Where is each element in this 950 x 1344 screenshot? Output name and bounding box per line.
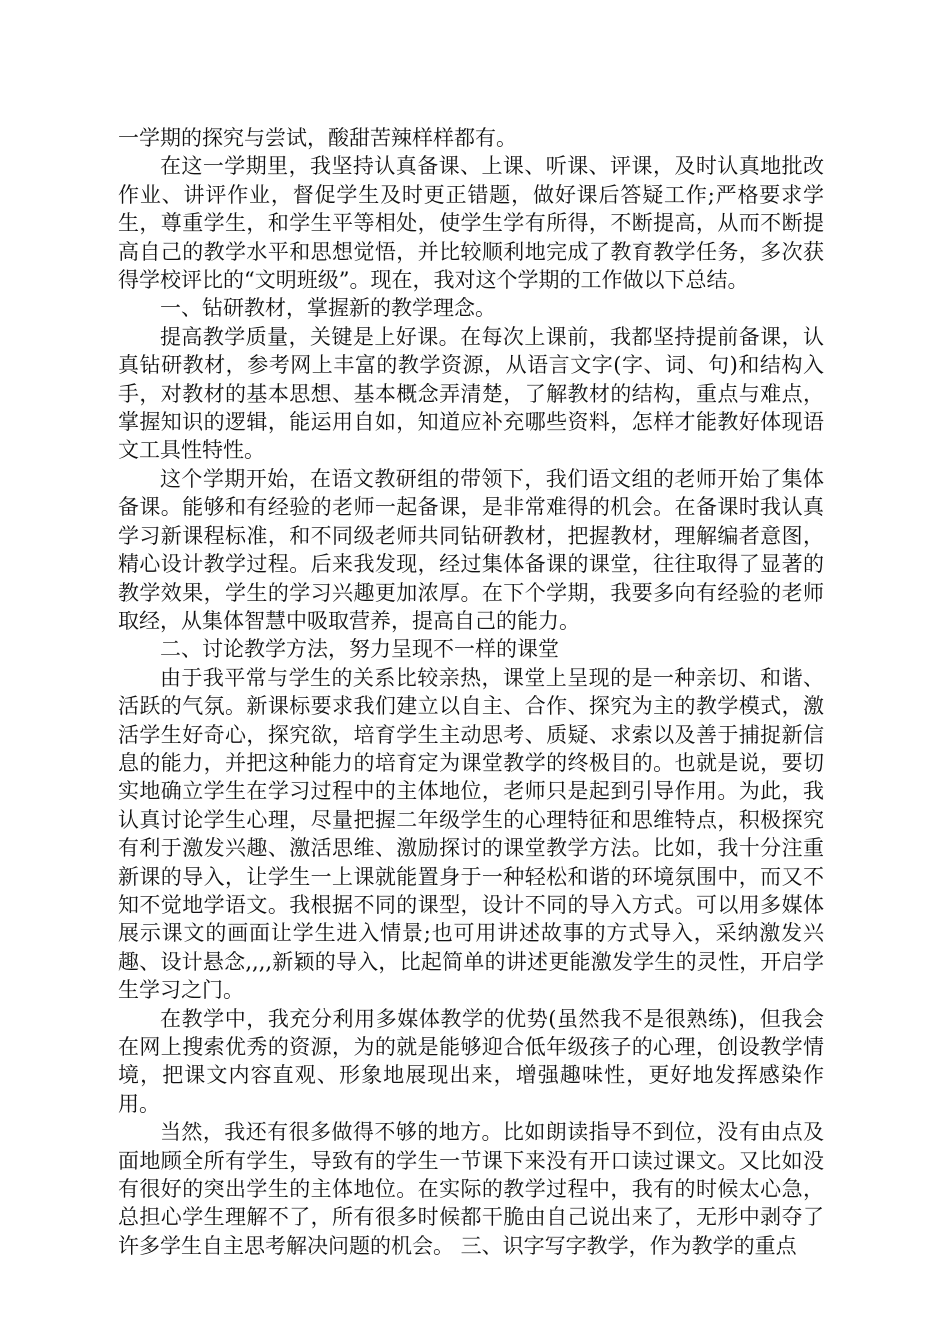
section-heading-1: 一、钻研教材，掌握新的教学理念。: [160, 296, 496, 321]
paragraph-opening: 一学期的探究与尝试，酸甜苦辣样样都有。: [118, 126, 517, 150]
paragraph-intro: 在这一学期里，我坚持认真备课、上课、听课、评课，及时认真地批改作业、讲评作业，督促学生及时更正错题，做好课后答疑工作;严格要求学生，尊重学生，和学生平等相处，使学生学有所得，不断提高，从而不断提高自己的教学水平和思想觉悟，并比较顺利地完成了教育教学任务，多次获得学校评比的“文明班级”。现在，我对这个学期的工作做以下总结。: [118, 154, 824, 293]
paragraph-collective-prep: 这个学期开始，在语文教研组的带领下，我们语文组的老师开始了集体备课。能够和有经验的老师一起备课，是非常难得的机会。在备课时我认真学习新课程标准，和不同级老师共同钻研教材，把握教材，理解编者意图，精心设计教学过程。后来我发现，经过集体备课的课堂，往往取得了显著的教学效果，学生的学习兴趣更加浓厚。在下个学期，我要多向有经验的老师取经，从集体智慧中吸取营养，提高自己的能力。: [118, 466, 824, 633]
document-body: [118, 124, 824, 1260]
paragraph-multimedia: 在教学中，我充分利用多媒体教学的优势(虽然我不是很熟练)，但我会在网上搜索优秀的资源，为的就是能够迎合低年级孩子的心理，创设教学情境，把课文内容直观、形象地展现出来，增强趣味性，更好地发挥感染作用。: [118, 1006, 824, 1116]
paragraph-lesson-prep: 提高教学质量，关键是上好课。在每次上课前，我都坚持提前备课，认真钻研教材，参考网上丰富的教学资源，从语言文字(字、词、句)和结构入手，对教材的基本思想、基本概念弄清楚，了解教材的结构，重点与难点，掌握知识的逻辑，能运用自如，知道应补充哪些资料，怎样才能教好体现语文工具性特性。: [118, 324, 824, 463]
paragraph-teaching-methods: 由于我平常与学生的关系比较亲热，课堂上呈现的是一种亲切、和谐、活跃的气氛。新课标要求我们建立以自主、合作、探究为主的教学模式，激活学生好奇心，探究欲，培育学生主动思考、质疑、求索以及善于捕捉新信息的能力，并把这种能力的培育定为课堂教学的终极目的。也就是说，要切实地确立学生在学习过程中的主体地位，老师只是起到引导作用。为此，我认真讨论学生心理，尽量把握二年级学生的心理特征和思维特点，积极探究有利于激发兴趣、激活思维、激励探讨的课堂教学方法。比如，我十分注重新课的导入，让学生一上课就能置身于一种轻松和谐的环境氛围中，而又不知不觉地学语文。我根据不同的课型，设计不同的导入方式。可以用多媒体展示课文的画面让学生进入情景;也可用讲述故事的方式导入，采纳激发兴趣、设计悬念,,,,新颖的导入，比起简单的讲述更能激发学生的灵性，开启学生学习之门。: [118, 665, 824, 1003]
paragraph-shortcomings: 当然，我还有很多做得不够的地方。比如朗读指导不到位，没有由点及面地顾全所有学生，导致有的学生一节课下来没有开口读过课文。又比如没有很好的突出学生的主体地位。在实际的教学过程中，我有的时候太心急，总担心学生理解不了，所有很多时候都干脆由自己说出来了，无形中剥夺了许多学生自主思考解决问题的机会。 三、识字写字教学，作为教学的重点: [118, 1120, 824, 1258]
section-heading-2: 二、讨论教学方法，努力呈现不一样的课堂: [160, 637, 559, 662]
